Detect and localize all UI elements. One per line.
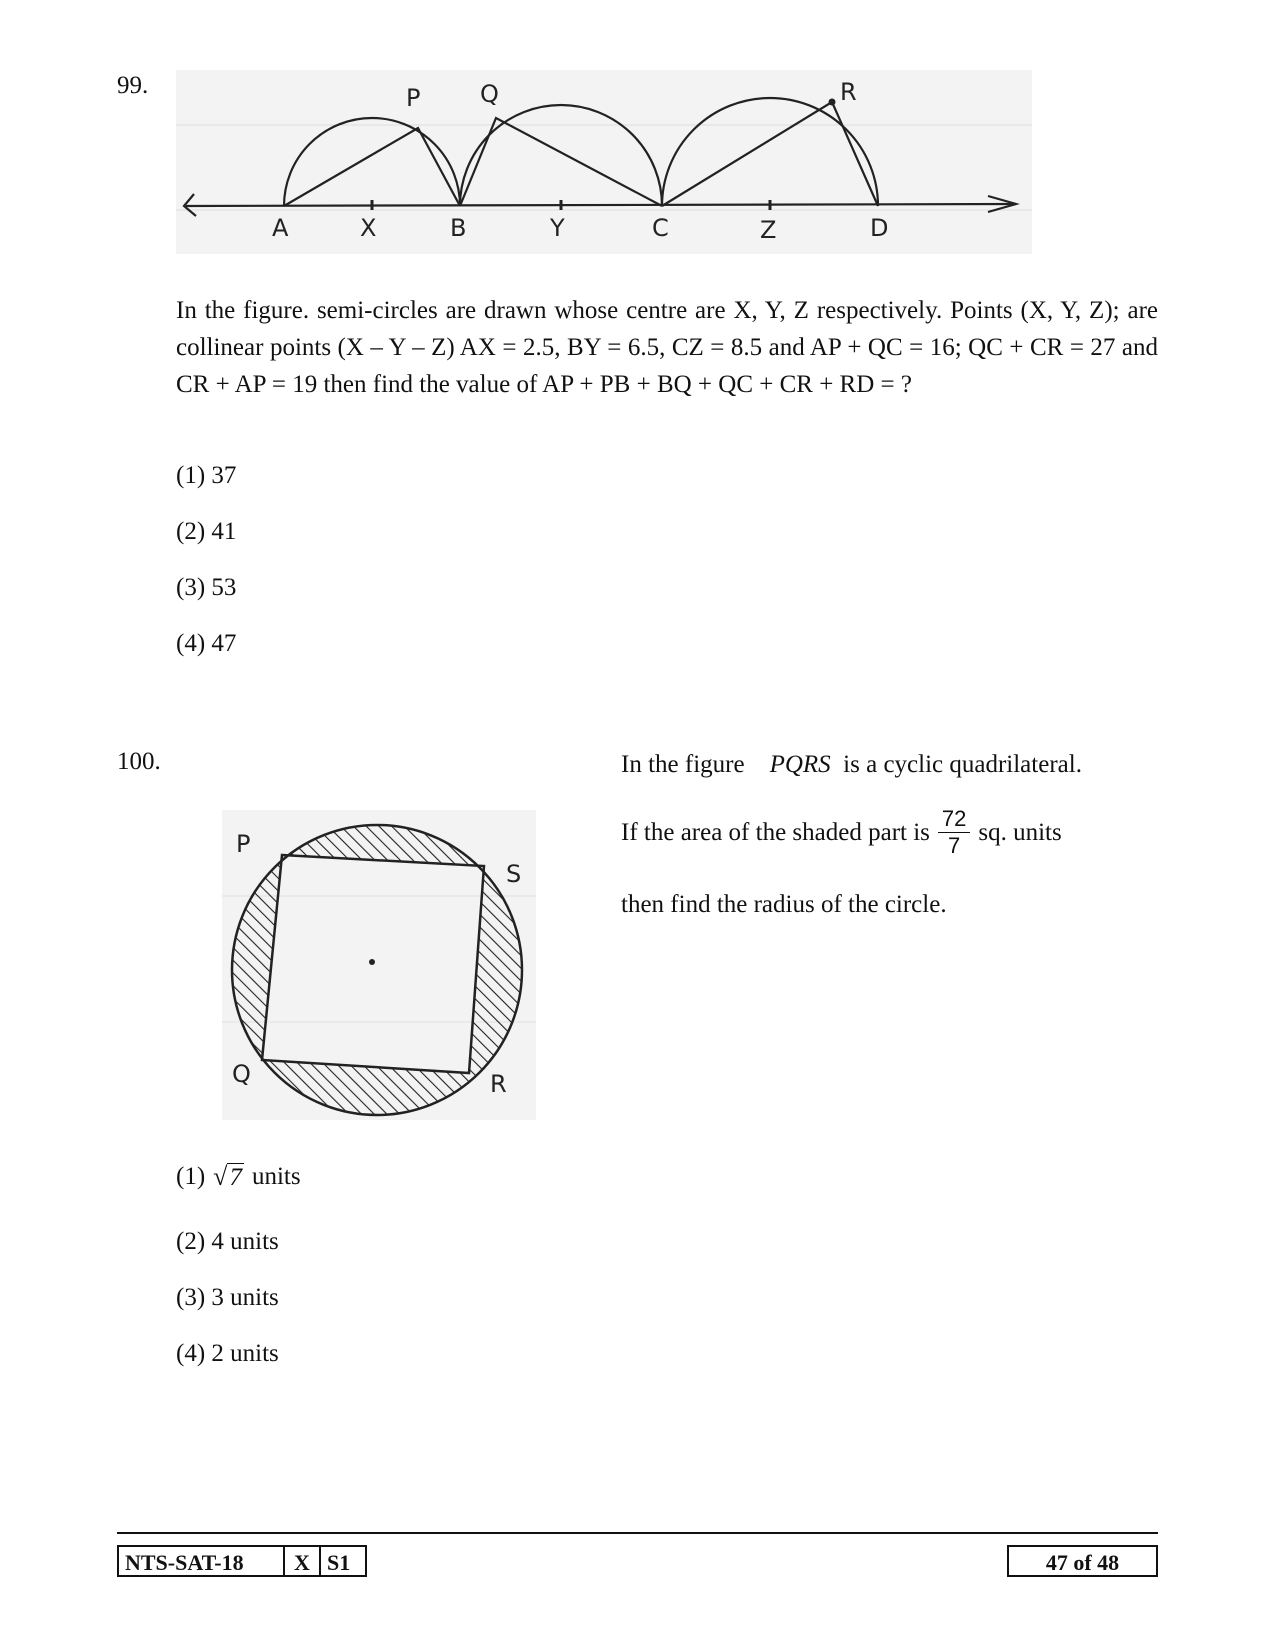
label-x: X <box>360 214 377 242</box>
q100-option-3[interactable]: (3) 3 units <box>176 1284 279 1311</box>
chords-bqc <box>460 118 662 206</box>
label-d: D <box>870 214 889 242</box>
q99-text: In the figure. semi-circles are drawn whose centre are X, Y, Z respectively. Points (X, Y, Z); are collinear points (X – Y – Z) AX = 2.5, BY = 6.5, CZ = 8.5 and AP + QC = 16; QC + CR = 27 and CR + AP = 19 then find the value of AP + PB + BQ + QC + CR + RD = ? <box>176 297 1158 398</box>
footer-page-box <box>1007 1545 1158 1577</box>
footer-page: 47 of 48 <box>1045 1550 1120 1575</box>
circle-centre <box>369 959 375 965</box>
radical-sign-icon: √ <box>213 1162 228 1191</box>
q99-option-2[interactable]: (2) 41 <box>176 518 237 545</box>
cyclic-quadrilateral-diagram <box>222 810 536 1120</box>
shaded-region <box>232 825 522 1115</box>
q100-number: 100. <box>117 748 161 775</box>
q99-option-4[interactable]: (4) 47 <box>176 630 237 657</box>
semicircle-ab <box>284 118 460 206</box>
footer-set: S1 <box>327 1550 351 1575</box>
fraction-numerator: 72 <box>938 806 970 833</box>
q99-option-1[interactable]: (1) 37 <box>176 462 237 489</box>
q100-line1-italic: PQRS <box>769 751 831 778</box>
q99-option-3[interactable]: (3) 53 <box>176 574 237 601</box>
label-z: Z <box>760 216 777 244</box>
q99-number: 99. <box>117 72 149 99</box>
fraction-denominator: 7 <box>948 833 961 858</box>
shaded-area-fraction <box>938 806 970 859</box>
label-q: Q <box>232 1060 251 1088</box>
footer-rule <box>117 1532 1158 1534</box>
chords-crd <box>662 102 878 206</box>
semicircle-cd <box>662 98 878 206</box>
footer-class: X <box>285 1547 321 1575</box>
q100-option-1-unit: units <box>251 1163 301 1190</box>
q100-line3: then find the radius of the circle. <box>621 891 947 918</box>
semicircles-diagram <box>176 70 1032 254</box>
label-p: P <box>406 84 421 112</box>
label-c: C <box>652 214 669 242</box>
q100-line2-post: sq. units <box>978 819 1062 846</box>
label-b: B <box>450 214 467 242</box>
q100-option-2[interactable]: (2) 4 units <box>176 1228 279 1255</box>
label-r: R <box>490 1070 507 1098</box>
q100-line1-post: is a cyclic quadrilateral. <box>843 751 1082 778</box>
q99-figure <box>176 70 1032 254</box>
baseline <box>186 204 1016 206</box>
q100-line1 <box>621 746 1161 783</box>
q100-option-1[interactable] <box>176 1162 301 1192</box>
footer-code: NTS-SAT-18 <box>119 1547 285 1575</box>
q100-option-1-number: (1) <box>176 1163 206 1190</box>
label-s: S <box>506 860 522 888</box>
q100-line2-pre: If the area of the shaded part is <box>621 819 930 846</box>
footer-code-box <box>117 1545 367 1577</box>
label-y: Y <box>550 214 565 242</box>
q100-option-4[interactable]: (4) 2 units <box>176 1340 279 1367</box>
label-r: R <box>840 78 857 106</box>
label-p: P <box>236 830 251 858</box>
radicand: 7 <box>229 1164 242 1191</box>
q100-line2 <box>621 806 1161 859</box>
chords-apb <box>284 128 460 206</box>
sqrt-seven <box>213 1162 244 1192</box>
label-a: A <box>272 214 289 242</box>
q100-line1-pre: In the figure <box>621 751 745 778</box>
label-q: Q <box>480 80 499 108</box>
q100-figure <box>222 810 536 1120</box>
